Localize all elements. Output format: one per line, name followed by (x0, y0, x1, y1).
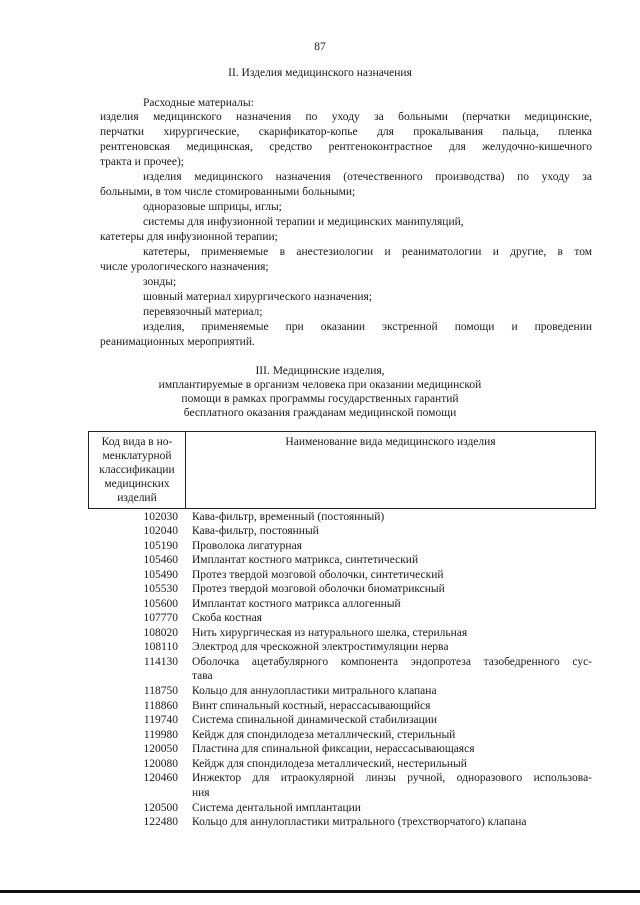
row-name: Кейдж для спондилодеза металлический, нестерильный (192, 758, 467, 770)
row-code: 108020 (143, 627, 178, 639)
paragraph-line: перчатки хирургические, скарификатор-копье для прокалывания пальца, пленка (100, 126, 592, 138)
page-number: 87 (314, 41, 326, 53)
paragraph-line: числе урологического назначения; (100, 261, 269, 273)
row-code: 108110 (143, 641, 178, 653)
table-header-code (89, 435, 185, 505)
row-name: Нить хирургическая из натурального шелка, стерильная (192, 627, 468, 639)
row-name: Инжектор для итраокулярной линзы ручной, одноразового использова- (192, 772, 592, 784)
row-name: Кава-фильтр, постоянный (192, 525, 319, 537)
row-code: 118860 (143, 700, 178, 712)
paragraph-line: перевязочный материал; (143, 306, 263, 318)
header-code-line: Код вида в но- (101, 436, 173, 448)
row-code: 122480 (143, 816, 178, 828)
row-name: Имплантат костного матрикса аллогенный (192, 598, 401, 610)
row-name: Скоба костная (192, 612, 262, 624)
header-code-line: менклатурной (102, 450, 172, 462)
row-code: 114130 (143, 656, 178, 668)
row-name: Кольцо для аннулопластики митрального клапана (192, 685, 437, 697)
row-code: 120500 (143, 802, 178, 814)
row-name: Кейдж для спондилодеза металлический, стерильный (192, 729, 456, 741)
page-bottom-border (0, 890, 640, 893)
paragraph-line: изделия медицинского назначения по уходу за больными (перчатки медицинские, (100, 111, 592, 123)
paragraph-line: катетеры, применяемые в анестезиологии и реаниматологии и другие, в том (143, 246, 592, 258)
row-code: 107770 (143, 612, 178, 624)
section-iii-title-line: бесплатного оказания гражданам медицинской помощи (183, 407, 457, 419)
table-header-name: Наименование вида медицинского изделия (285, 436, 496, 448)
row-name: Система дентальной имплантации (192, 802, 361, 814)
row-name: Проволока лигатурная (192, 540, 302, 552)
row-code: 120460 (143, 772, 178, 784)
paragraph-line: тракта и прочее); (100, 156, 185, 168)
row-code: 120080 (143, 758, 178, 770)
row-name: Система спинальной динамической стабилизации (192, 714, 438, 726)
row-code: 120050 (143, 743, 178, 755)
row-name: Винт спинальный костный, нерассасывающийся (192, 700, 431, 712)
row-name-continuation: ния (192, 787, 210, 799)
row-name: Протез твердой мозговой оболочки, синтетический (192, 569, 444, 581)
consumables-heading: Расходные материалы: (143, 97, 254, 109)
row-code: 105530 (143, 583, 178, 595)
header-code-line: медицинских (104, 478, 170, 490)
row-code: 105600 (143, 598, 178, 610)
row-code: 119980 (143, 729, 178, 741)
row-code: 119740 (143, 714, 178, 726)
paragraph-line: зонды; (143, 276, 177, 288)
paragraph-line: катетеры для инфузионной терапии; (100, 231, 278, 243)
header-code-line: классификации (99, 464, 175, 476)
row-code: 102040 (143, 525, 178, 537)
header-code-line: изделий (117, 492, 157, 504)
section-ii-title: II. Изделия медицинского назначения (228, 67, 412, 79)
paragraph-line: больными, в том числе стомированными больными; (100, 186, 356, 198)
row-name: Кава-фильтр, временный (постоянный) (192, 511, 385, 523)
table-header (88, 431, 596, 509)
paragraph-line: рентгеновская медицинская, средство рентгеноконтрастное для желудочно-кишечного (100, 141, 592, 153)
row-code: 118750 (143, 685, 178, 697)
paragraph-line: изделия медицинского назначения (отечественного производства) по уходу за (143, 171, 592, 183)
section-iii-title-line: III. Медицинские изделия, (255, 365, 385, 377)
row-name-continuation: тава (192, 670, 213, 682)
section-iii-title-line: помощи в рамках программы государственных гарантий (181, 393, 459, 405)
row-code: 105490 (143, 569, 178, 581)
paragraph-line: изделия, применяемые при оказании экстренной помощи и проведении (143, 321, 592, 333)
row-name: Кольцо для аннулопластики митрального (трехстворчатого) клапана (192, 816, 527, 828)
row-code: 105190 (143, 540, 178, 552)
row-name: Пластина для спинальной фиксации, нерассасывающаяся (192, 743, 475, 755)
row-name: Имплантат костного матрикса, синтетический (192, 554, 419, 566)
row-name: Протез твердой мозговой оболочки биоматриксный (192, 583, 445, 595)
row-code: 102030 (143, 511, 178, 523)
row-name: Оболочка ацетабулярного компонента эндопротеза тазобедренного сус- (192, 656, 592, 668)
paragraph-line: системы для инфузионной терапии и медицинских манипуляций, (143, 216, 464, 228)
paragraph-line: реанимационных мероприятий. (100, 336, 255, 348)
paragraph-line: одноразовые шприцы, иглы; (143, 201, 282, 213)
paragraph-line: шовный материал хирургического назначения; (143, 291, 373, 303)
row-name: Электрод для чрескожной электростимуляции нерва (192, 641, 449, 653)
row-code: 105460 (143, 554, 178, 566)
section-iii-title-line: имплантируемые в организм человека при оказании медицинской (158, 379, 482, 391)
